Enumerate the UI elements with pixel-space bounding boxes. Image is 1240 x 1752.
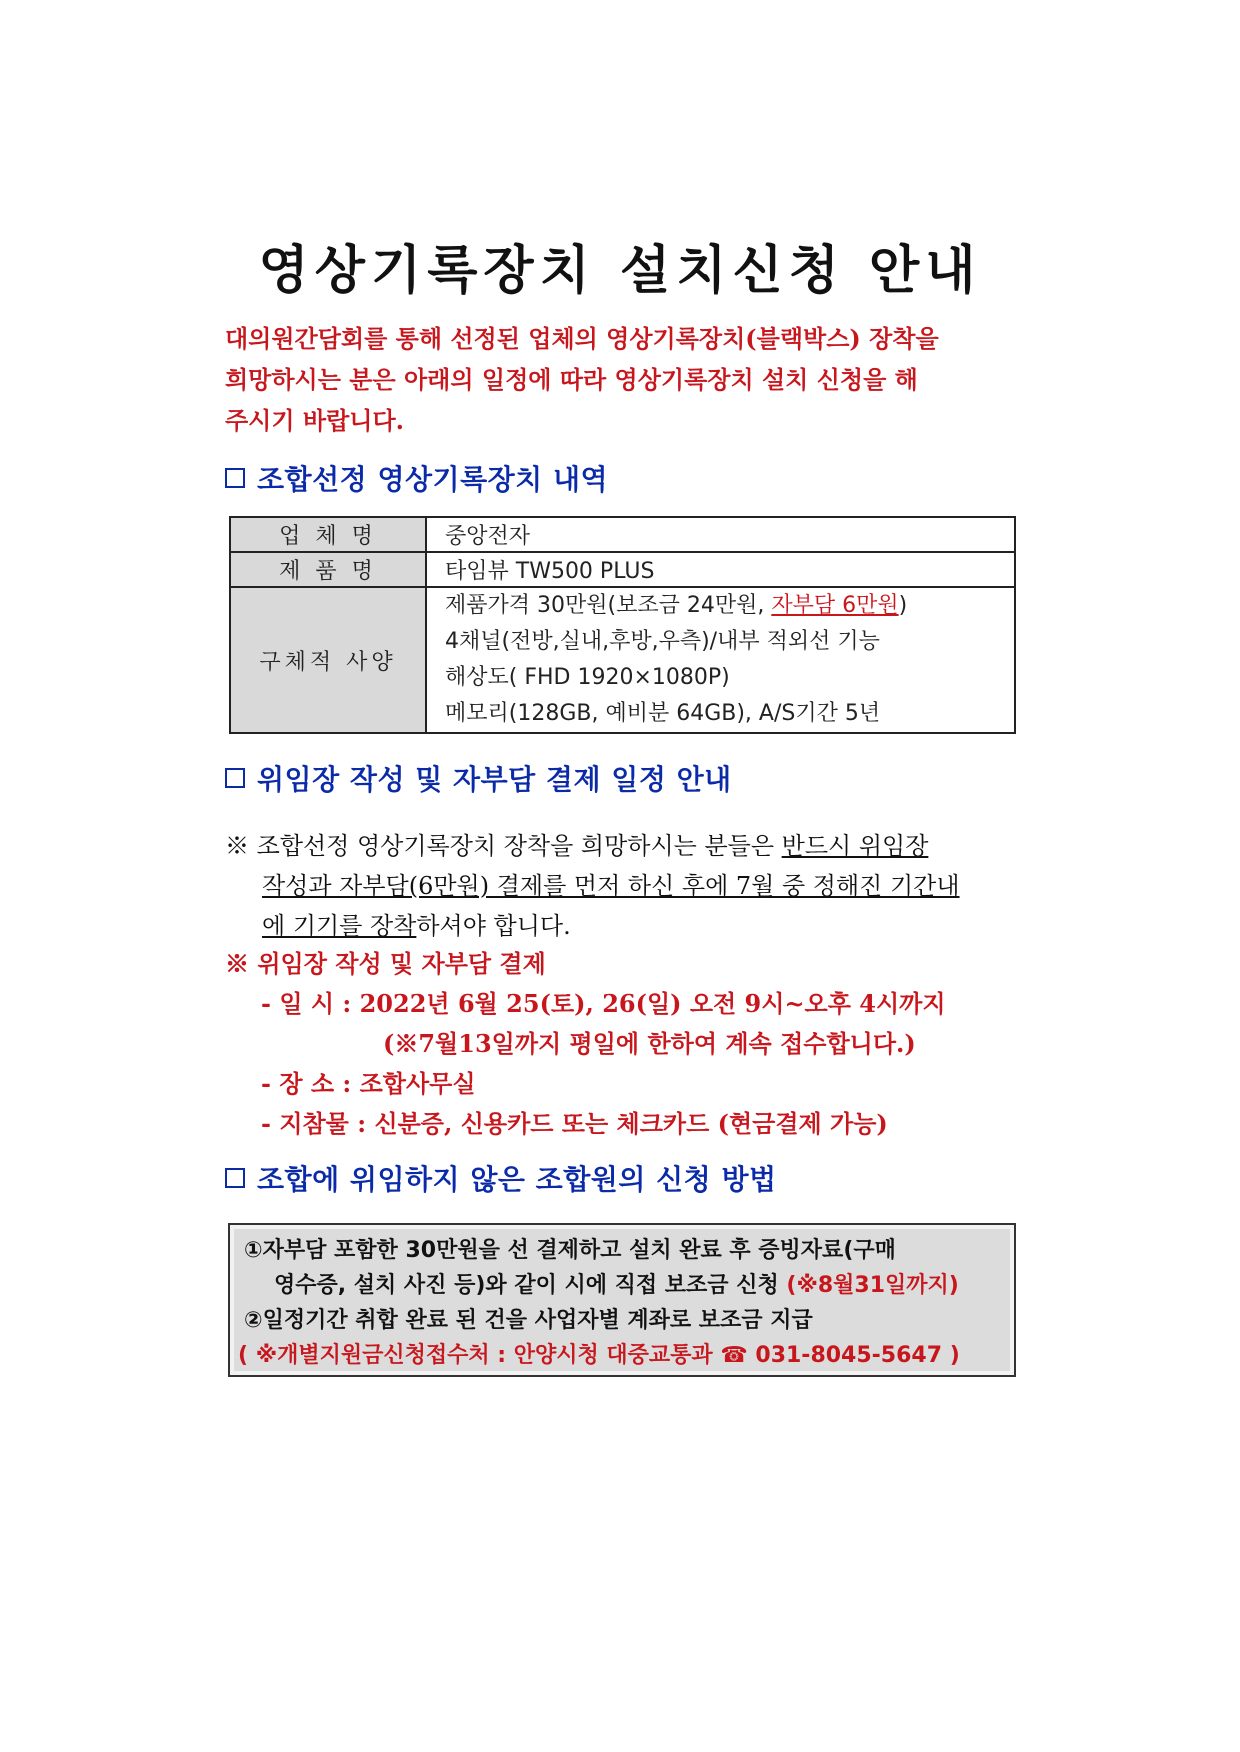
table-row — [230, 552, 1015, 587]
section-heading-schedule — [225, 758, 732, 798]
notice-text: 하셔야 합니다. — [416, 912, 571, 940]
table-label-cell: 구체적 사양 — [230, 587, 426, 733]
product-spec-table — [229, 516, 1016, 734]
method-item-2: ②일정기간 취합 완료 된 건을 사업자별 계좌로 보조금 지급 — [244, 1308, 813, 1333]
checkbox-square-icon — [225, 1168, 245, 1188]
notice-underline: 에 기기를 장착 — [262, 912, 417, 940]
notice-line — [225, 906, 1025, 946]
method-item-1: ①자부담 포함한 30만원을 선 결제하고 설치 완료 후 증빙자료(구매 — [244, 1238, 896, 1263]
spec-line-channels: 4채널(전방,실내,후방,우측)/내부 적외선 기능 — [445, 629, 880, 654]
notice-paragraph — [225, 826, 1025, 946]
section-heading-product — [225, 458, 608, 498]
notice-line — [225, 866, 1025, 906]
notice-line — [225, 826, 1025, 866]
spec-text: 제품가격 30만원(보조금 24만원, — [445, 593, 772, 618]
table-row — [230, 517, 1015, 552]
checkbox-square-icon — [225, 468, 245, 488]
spec-line-memory: 메모리(128GB, 예비분 64GB), A/S기간 5년 — [445, 701, 881, 726]
schedule-block — [225, 944, 1025, 1144]
schedule-items: - 지참물 : 신분증, 신용카드 또는 체크카드 (현금결제 가능) — [261, 1109, 888, 1138]
method-text: 영수증, 설치 사진 등)와 같이 시에 직접 보조금 신청 — [274, 1273, 787, 1298]
spec-line-price — [445, 588, 996, 624]
spec-line-resolution: 해상도( FHD 1920×1080P) — [445, 665, 730, 690]
page-title: 영상기록장치 설치신청 안내 — [258, 240, 982, 301]
schedule-date: - 일 시 : 2022년 6월 25(토), 26(일) 오전 9시~오후 4시까지 — [261, 989, 946, 1018]
section-heading-method — [225, 1158, 777, 1198]
checkbox-square-icon — [225, 768, 245, 788]
table-label-cell: 제 품 명 — [230, 552, 426, 587]
schedule-title: ※ 위임장 작성 및 자부담 결제 — [225, 949, 546, 978]
notice-underline: 작성과 자부담(6만원) 결제를 먼저 하신 후에 7월 중 정해진 기간내 — [262, 872, 960, 900]
intro-line: 희망하시는 분은 아래의 일정에 따라 영상기록장치 설치 신청을 해 — [225, 365, 918, 394]
notice-underline: 반드시 위임장 — [781, 832, 929, 860]
section-heading-text: 위임장 작성 및 자부담 결제 일정 안내 — [257, 763, 732, 796]
table-row — [230, 587, 1015, 733]
intro-paragraph — [225, 318, 1025, 441]
schedule-place: - 장 소 : 조합사무실 — [261, 1069, 476, 1098]
section-heading-text: 조합에 위임하지 않은 조합원의 신청 방법 — [257, 1163, 777, 1196]
table-value-cell: 타임뷰 TW500 PLUS — [426, 552, 1015, 587]
intro-line: 대의원간담회를 통해 선정된 업체의 영상기록장치(블랙박스) 장착을 — [225, 324, 939, 353]
table-label-cell: 업 체 명 — [230, 517, 426, 552]
notice-text: 조합선정 영상기록장치 장착을 희망하시는 분들은 — [249, 832, 782, 860]
method-item-1-cont — [244, 1268, 1004, 1303]
method-box — [228, 1223, 1016, 1377]
table-value-cell — [426, 587, 1015, 733]
spec-text: ) — [898, 593, 908, 618]
self-pay-highlight: 자부담 6만원 — [771, 593, 899, 618]
deadline-note: (※8월31일까지) — [786, 1273, 959, 1298]
schedule-note: (※7월13일까지 평일에 한하여 계속 접수합니다.) — [383, 1029, 916, 1058]
intro-line: 주시기 바랍니다. — [225, 406, 404, 435]
contact-line: ( ※개별지원금신청접수처 : 안양시청 대중교통과 ☎ 031-8045-5647 ) — [238, 1343, 960, 1368]
section-heading-text: 조합선정 영상기록장치 내역 — [257, 463, 609, 496]
spec-lines — [445, 588, 996, 732]
table-value-cell: 중앙전자 — [426, 517, 1015, 552]
reference-mark: ※ — [225, 832, 249, 860]
